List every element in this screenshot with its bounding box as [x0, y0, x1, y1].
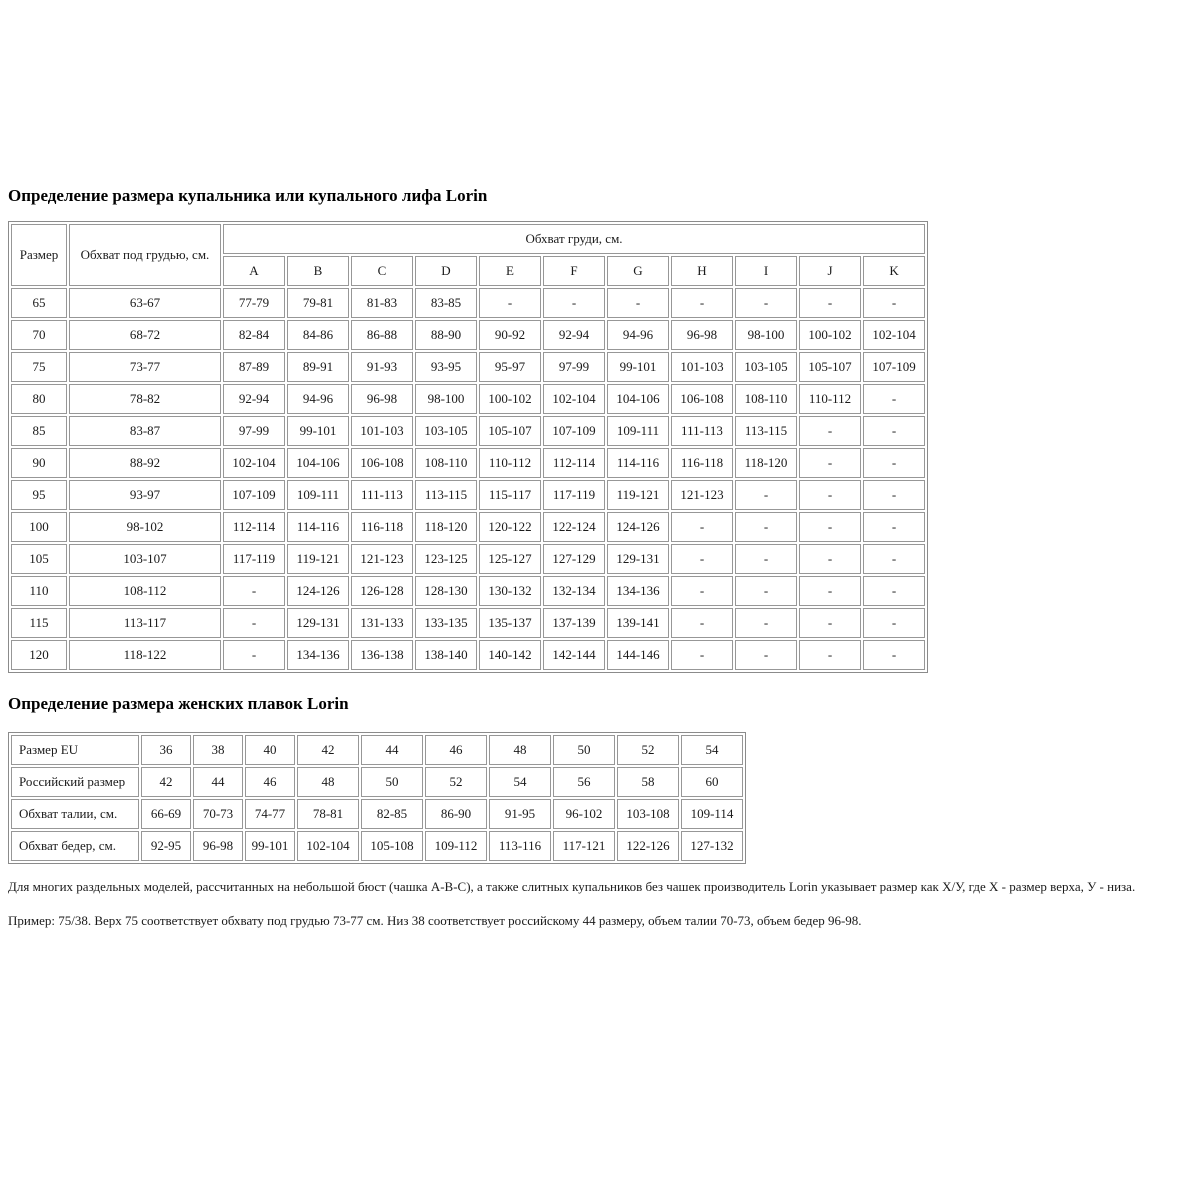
- bra-table-row: [11, 288, 925, 318]
- bust-range-cell: 103-105: [415, 416, 477, 446]
- bottoms-table-row: [11, 831, 743, 861]
- bust-range-cell: 110-112: [799, 384, 861, 414]
- bottoms-value-cell: 78-81: [297, 799, 359, 829]
- bottoms-value-cell: 70-73: [193, 799, 243, 829]
- bust-range-cell: 140-142: [479, 640, 541, 670]
- bra-table-row: [11, 352, 925, 382]
- bust-range-cell: 92-94: [543, 320, 605, 350]
- bust-range-cell: -: [735, 608, 797, 638]
- bust-range-cell: 129-131: [287, 608, 349, 638]
- bust-range-cell: 98-100: [735, 320, 797, 350]
- bottoms-value-cell: 74-77: [245, 799, 295, 829]
- bust-range-cell: 115-117: [479, 480, 541, 510]
- cup-letter-cell: J: [799, 256, 861, 286]
- bust-range-cell: 98-100: [415, 384, 477, 414]
- bottoms-value-cell: 103-108: [617, 799, 679, 829]
- bust-range-cell: 144-146: [607, 640, 669, 670]
- bottoms-value-cell: 109-112: [425, 831, 487, 861]
- cup-letter-cell: H: [671, 256, 733, 286]
- cup-letter-cell: A: [223, 256, 285, 286]
- bust-range-cell: 97-99: [223, 416, 285, 446]
- bottoms-value-cell: 44: [193, 767, 243, 797]
- size-cell: 120: [11, 640, 67, 670]
- bust-range-cell: 119-121: [287, 544, 349, 574]
- bottoms-value-cell: 105-108: [361, 831, 423, 861]
- cup-letter-cell: D: [415, 256, 477, 286]
- bust-range-cell: 83-85: [415, 288, 477, 318]
- bust-range-cell: -: [735, 544, 797, 574]
- bust-range-cell: 119-121: [607, 480, 669, 510]
- bottoms-value-cell: 46: [425, 735, 487, 765]
- bottoms-value-cell: 56: [553, 767, 615, 797]
- bust-range-cell: -: [799, 288, 861, 318]
- bust-range-cell: -: [863, 480, 925, 510]
- bust-range-cell: 106-108: [671, 384, 733, 414]
- bra-table-row: [11, 576, 925, 606]
- bust-range-cell: 102-104: [863, 320, 925, 350]
- bust-range-cell: 105-107: [799, 352, 861, 382]
- bra-table-row: [11, 480, 925, 510]
- bust-range-cell: -: [671, 512, 733, 542]
- bust-range-cell: 99-101: [287, 416, 349, 446]
- bust-range-cell: 136-138: [351, 640, 413, 670]
- sizing-note-paragraph: Для многих раздельных моделей, рассчитанных на небольшой бюст (чашка А-В-С), а также слитных купальников без чашек производитель Lorin указывает размер как Х/У, где Х - размер верха, У - низа.: [8, 878, 1136, 894]
- bra-col-header-size: Размер: [11, 224, 67, 286]
- underbust-range-cell: 93-97: [69, 480, 221, 510]
- size-cell: 110: [11, 576, 67, 606]
- bottoms-value-cell: 42: [297, 735, 359, 765]
- size-cell: 115: [11, 608, 67, 638]
- bust-range-cell: -: [735, 640, 797, 670]
- bust-range-cell: 122-124: [543, 512, 605, 542]
- bust-range-cell: 118-120: [735, 448, 797, 478]
- bust-range-cell: 123-125: [415, 544, 477, 574]
- cup-letter-cell: E: [479, 256, 541, 286]
- underbust-range-cell: 98-102: [69, 512, 221, 542]
- bust-range-cell: 95-97: [479, 352, 541, 382]
- bust-range-cell: 126-128: [351, 576, 413, 606]
- bust-range-cell: -: [799, 640, 861, 670]
- bust-range-cell: 107-109: [543, 416, 605, 446]
- bust-range-cell: -: [735, 512, 797, 542]
- bust-range-cell: 128-130: [415, 576, 477, 606]
- bust-range-cell: -: [799, 480, 861, 510]
- bust-range-cell: -: [671, 640, 733, 670]
- cup-letter-cell: F: [543, 256, 605, 286]
- underbust-range-cell: 118-122: [69, 640, 221, 670]
- bust-range-cell: -: [799, 544, 861, 574]
- bust-range-cell: -: [863, 448, 925, 478]
- row-label-cell: Обхват талии, см.: [11, 799, 139, 829]
- bottoms-value-cell: 50: [361, 767, 423, 797]
- bust-range-cell: 127-129: [543, 544, 605, 574]
- bust-range-cell: 96-98: [671, 320, 733, 350]
- bottoms-value-cell: 52: [425, 767, 487, 797]
- bottoms-value-cell: 66-69: [141, 799, 191, 829]
- bust-range-cell: 101-103: [671, 352, 733, 382]
- bust-range-cell: -: [863, 416, 925, 446]
- bust-range-cell: 86-88: [351, 320, 413, 350]
- bottoms-size-section-title: Определение размера женских плавок Lorin: [8, 694, 349, 714]
- bust-range-cell: -: [671, 576, 733, 606]
- size-cell: 75: [11, 352, 67, 382]
- bust-range-cell: -: [799, 608, 861, 638]
- bust-range-cell: 89-91: [287, 352, 349, 382]
- bust-range-cell: 142-144: [543, 640, 605, 670]
- bust-range-cell: 120-122: [479, 512, 541, 542]
- bust-range-cell: 99-101: [607, 352, 669, 382]
- bust-range-cell: 132-134: [543, 576, 605, 606]
- underbust-range-cell: 113-117: [69, 608, 221, 638]
- bust-range-cell: 116-118: [351, 512, 413, 542]
- bra-table-row: [11, 512, 925, 542]
- bottoms-value-cell: 113-116: [489, 831, 551, 861]
- underbust-range-cell: 73-77: [69, 352, 221, 382]
- bra-table-row: [11, 608, 925, 638]
- bust-range-cell: 82-84: [223, 320, 285, 350]
- bust-range-cell: 104-106: [607, 384, 669, 414]
- bottoms-value-cell: 48: [297, 767, 359, 797]
- bust-range-cell: -: [799, 512, 861, 542]
- bottoms-value-cell: 96-102: [553, 799, 615, 829]
- cup-letter-cell: K: [863, 256, 925, 286]
- bust-range-cell: 135-137: [479, 608, 541, 638]
- bust-range-cell: -: [671, 544, 733, 574]
- bust-range-cell: 106-108: [351, 448, 413, 478]
- bottoms-value-cell: 54: [489, 767, 551, 797]
- bust-range-cell: 109-111: [287, 480, 349, 510]
- bust-range-cell: 109-111: [607, 416, 669, 446]
- underbust-range-cell: 83-87: [69, 416, 221, 446]
- bra-table-header-row-1: [11, 224, 925, 254]
- bust-range-cell: 138-140: [415, 640, 477, 670]
- bust-range-cell: -: [799, 448, 861, 478]
- cup-letter-cell: B: [287, 256, 349, 286]
- bust-range-cell: 131-133: [351, 608, 413, 638]
- bust-range-cell: 108-110: [735, 384, 797, 414]
- bra-table-row: [11, 640, 925, 670]
- bust-range-cell: 125-127: [479, 544, 541, 574]
- bust-range-cell: -: [735, 480, 797, 510]
- bust-range-cell: 79-81: [287, 288, 349, 318]
- bust-range-cell: 103-105: [735, 352, 797, 382]
- bust-range-cell: 117-119: [543, 480, 605, 510]
- bust-range-cell: 92-94: [223, 384, 285, 414]
- bust-range-cell: 107-109: [223, 480, 285, 510]
- underbust-range-cell: 103-107: [69, 544, 221, 574]
- bottoms-value-cell: 86-90: [425, 799, 487, 829]
- bust-range-cell: 118-120: [415, 512, 477, 542]
- cup-letter-cell: G: [607, 256, 669, 286]
- bottoms-value-cell: 36: [141, 735, 191, 765]
- bust-range-cell: 117-119: [223, 544, 285, 574]
- bra-col-header-underbust: Обхват под грудью, см.: [69, 224, 221, 286]
- underbust-range-cell: 108-112: [69, 576, 221, 606]
- bust-range-cell: 113-115: [735, 416, 797, 446]
- bust-range-cell: 100-102: [799, 320, 861, 350]
- size-cell: 65: [11, 288, 67, 318]
- bottoms-value-cell: 46: [245, 767, 295, 797]
- bottoms-value-cell: 38: [193, 735, 243, 765]
- size-cell: 90: [11, 448, 67, 478]
- row-label-cell: Размер EU: [11, 735, 139, 765]
- bra-table-row: [11, 320, 925, 350]
- bust-range-cell: 134-136: [287, 640, 349, 670]
- bust-range-cell: -: [543, 288, 605, 318]
- size-cell: 70: [11, 320, 67, 350]
- bust-range-cell: -: [799, 576, 861, 606]
- bottoms-table-row: [11, 799, 743, 829]
- bottoms-value-cell: 82-85: [361, 799, 423, 829]
- bust-range-cell: -: [799, 416, 861, 446]
- bust-range-cell: 96-98: [351, 384, 413, 414]
- bust-range-cell: 111-113: [671, 416, 733, 446]
- underbust-range-cell: 78-82: [69, 384, 221, 414]
- bust-range-cell: -: [863, 288, 925, 318]
- bust-range-cell: 112-114: [223, 512, 285, 542]
- bust-range-cell: 114-116: [607, 448, 669, 478]
- bottoms-value-cell: 109-114: [681, 799, 743, 829]
- bra-group-header-bust: Обхват груди, см.: [223, 224, 925, 254]
- bust-range-cell: -: [479, 288, 541, 318]
- bra-table-row: [11, 416, 925, 446]
- bust-range-cell: -: [223, 640, 285, 670]
- bust-range-cell: -: [735, 576, 797, 606]
- bust-range-cell: 108-110: [415, 448, 477, 478]
- size-cell: 80: [11, 384, 67, 414]
- bottoms-value-cell: 117-121: [553, 831, 615, 861]
- bust-range-cell: 107-109: [863, 352, 925, 382]
- bottoms-value-cell: 91-95: [489, 799, 551, 829]
- bra-table-row: [11, 384, 925, 414]
- row-label-cell: Обхват бедер, см.: [11, 831, 139, 861]
- bust-range-cell: 93-95: [415, 352, 477, 382]
- bottoms-value-cell: 40: [245, 735, 295, 765]
- bust-range-cell: -: [863, 640, 925, 670]
- bottoms-table-row: [11, 767, 743, 797]
- bust-range-cell: 87-89: [223, 352, 285, 382]
- underbust-range-cell: 88-92: [69, 448, 221, 478]
- bust-range-cell: 90-92: [479, 320, 541, 350]
- bottoms-value-cell: 60: [681, 767, 743, 797]
- bust-range-cell: 113-115: [415, 480, 477, 510]
- bust-range-cell: -: [863, 544, 925, 574]
- underbust-range-cell: 68-72: [69, 320, 221, 350]
- bust-range-cell: 94-96: [607, 320, 669, 350]
- bottoms-table-row: [11, 735, 743, 765]
- bust-range-cell: -: [671, 608, 733, 638]
- bust-range-cell: -: [735, 288, 797, 318]
- bust-range-cell: 111-113: [351, 480, 413, 510]
- bust-range-cell: 124-126: [607, 512, 669, 542]
- bust-range-cell: -: [223, 576, 285, 606]
- bottoms-value-cell: 127-132: [681, 831, 743, 861]
- bra-size-table: [8, 221, 928, 673]
- bottoms-value-cell: 50: [553, 735, 615, 765]
- bust-range-cell: -: [863, 608, 925, 638]
- bust-range-cell: 81-83: [351, 288, 413, 318]
- bust-range-cell: -: [671, 288, 733, 318]
- size-cell: 105: [11, 544, 67, 574]
- bust-range-cell: -: [863, 512, 925, 542]
- bust-range-cell: 94-96: [287, 384, 349, 414]
- bust-range-cell: 101-103: [351, 416, 413, 446]
- size-cell: 100: [11, 512, 67, 542]
- bust-range-cell: 100-102: [479, 384, 541, 414]
- bottoms-value-cell: 96-98: [193, 831, 243, 861]
- bra-table-row: [11, 448, 925, 478]
- bra-table-row: [11, 544, 925, 574]
- bust-range-cell: 130-132: [479, 576, 541, 606]
- bust-range-cell: 134-136: [607, 576, 669, 606]
- bust-range-cell: 84-86: [287, 320, 349, 350]
- bottoms-value-cell: 92-95: [141, 831, 191, 861]
- bust-range-cell: 133-135: [415, 608, 477, 638]
- underbust-range-cell: 63-67: [69, 288, 221, 318]
- bust-range-cell: 137-139: [543, 608, 605, 638]
- bottoms-value-cell: 122-126: [617, 831, 679, 861]
- sizing-example-paragraph: Пример: 75/38. Верх 75 соответствует обхвату под грудью 73-77 см. Низ 38 соответствует российскому 44 размеру, объем талии 70-73, объем бедер 96-98.: [8, 913, 862, 929]
- bottoms-value-cell: 44: [361, 735, 423, 765]
- bra-size-section-title: Определение размера купальника или купального лифа Lorin: [8, 186, 488, 205]
- bottoms-value-cell: 48: [489, 735, 551, 765]
- bust-range-cell: 121-123: [351, 544, 413, 574]
- bust-range-cell: 102-104: [223, 448, 285, 478]
- bust-range-cell: 129-131: [607, 544, 669, 574]
- bust-range-cell: 102-104: [543, 384, 605, 414]
- size-cell: 95: [11, 480, 67, 510]
- bust-range-cell: 139-141: [607, 608, 669, 638]
- bust-range-cell: -: [607, 288, 669, 318]
- bottoms-value-cell: 58: [617, 767, 679, 797]
- bust-range-cell: 124-126: [287, 576, 349, 606]
- cup-letter-cell: C: [351, 256, 413, 286]
- bottoms-value-cell: 102-104: [297, 831, 359, 861]
- cup-letter-cell: I: [735, 256, 797, 286]
- bust-range-cell: 77-79: [223, 288, 285, 318]
- bottoms-value-cell: 52: [617, 735, 679, 765]
- bust-range-cell: 91-93: [351, 352, 413, 382]
- bust-range-cell: 104-106: [287, 448, 349, 478]
- row-label-cell: Российский размер: [11, 767, 139, 797]
- bottoms-value-cell: 99-101: [245, 831, 295, 861]
- bust-range-cell: 114-116: [287, 512, 349, 542]
- bust-range-cell: 121-123: [671, 480, 733, 510]
- bust-range-cell: 105-107: [479, 416, 541, 446]
- bust-range-cell: -: [863, 384, 925, 414]
- bust-range-cell: 110-112: [479, 448, 541, 478]
- bottoms-value-cell: 42: [141, 767, 191, 797]
- bust-range-cell: 116-118: [671, 448, 733, 478]
- bottoms-size-table: [8, 732, 746, 864]
- bust-range-cell: 88-90: [415, 320, 477, 350]
- bottoms-value-cell: 54: [681, 735, 743, 765]
- bust-range-cell: 97-99: [543, 352, 605, 382]
- bust-range-cell: 112-114: [543, 448, 605, 478]
- bust-range-cell: -: [223, 608, 285, 638]
- size-cell: 85: [11, 416, 67, 446]
- bust-range-cell: -: [863, 576, 925, 606]
